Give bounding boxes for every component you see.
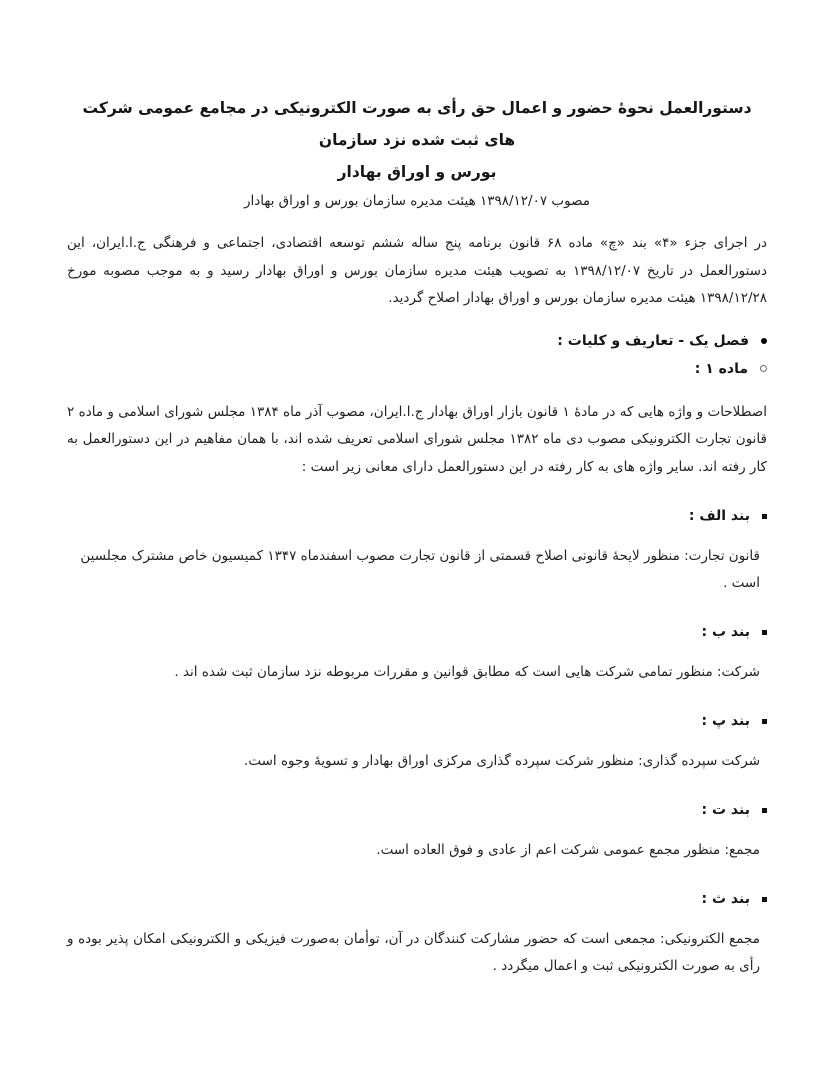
bullet-square-icon	[762, 719, 767, 724]
clause-te-label: بند ت :	[701, 802, 750, 818]
clause-alef-label: بند الف :	[688, 508, 750, 524]
page-title	[67, 92, 767, 188]
bullet-circle-icon	[760, 365, 767, 372]
clause-be-heading	[67, 619, 767, 645]
clause-alef-body: قانون تجارت: منظور لایحهٔ قانونی اصلاح قسمتی از قانون تجارت مصوب اسفندماه ۱۳۴۷ کمیسیون خاص مشترک مجلسین است .	[80, 548, 760, 591]
clause-se-heading	[67, 886, 767, 912]
approval-line: مصوب ۱۳۹۸/۱۲/۰۷ هیئت مدیره سازمان بورس و اوراق بهادار	[243, 193, 591, 209]
clause-se-body: مجمع الکترونیکی: مجمعی است که حضور مشارکت کنندگان در آن، توأمان به‌صورت فیزیکی و الکترونیکی امکان پذیر بوده و رأی به صورت الکترونیکی ثبت و اعمال میگردد .	[67, 931, 760, 974]
clause-be-body: شرکت: منظور تمامی شرکت هایی است که مطابق قوانین و مقررات مربوطه نزد سازمان ثبت شده اند .	[174, 664, 760, 680]
bullet-square-icon	[762, 630, 767, 635]
article-1-heading-label: ماده ۱ :	[694, 360, 748, 377]
clause-pe	[67, 708, 767, 775]
bullet-disc-icon	[761, 338, 767, 344]
intro-paragraph: در اجرای جزء «۴» بند «چ» ماده ۶۸ قانون برنامه پنج ساله ششم توسعه اقتصادی، اجتماعی و فرهنگی ج.ا.ایران، این دستورالعمل در تاریخ ۱۳۹۸/۱۲/۰۷ به تصویب هیئت مدیره سازمان بورس و اوراق بهادار رسید و به موجب مصوبه مورخ ۱۳۹۸/۱۲/۲۸ هیئت مدیره سازمان بورس و اوراق بهادار اصلاح گردید.	[67, 235, 768, 306]
article-1-heading	[67, 355, 767, 383]
page-title-line-1: دستورالعمل نحوهٔ حضور و اعمال حق رأی به صورت الکترونیکی در مجامع عمومی شرکت های ثبت شده نزد سازمان	[82, 99, 752, 149]
clause-se-label: بند ث :	[701, 891, 750, 907]
clause-be	[67, 619, 767, 686]
clause-pe-label: بند پ :	[701, 713, 750, 729]
clause-te-body: مجمع: منظور مجمع عمومی شرکت اعم از عادی و فوق العاده است.	[376, 842, 760, 858]
clause-alef	[67, 503, 767, 597]
clause-alef-heading	[67, 503, 767, 529]
article-1-body: اصطلاحات و واژه هایی که در مادهٔ ۱ قانون بازار اوراق بهادار ج.ا.ایران، مصوب آذر ماه ۱۳۸۴ مجلس شورای اسلامی و ماده ۲ قانون تجارت الکترونیکی مصوب دی ماه ۱۳۸۲ مجلس شورای اسلامی تعریف شده اند، با همان مفاهیم در این دستورالعمل به کار رفته اند. سایر واژه های به کار رفته در این دستورالعمل دارای معانی زیر است :	[67, 403, 767, 475]
bullet-square-icon	[762, 514, 767, 519]
page-title-line-2: بورس و اوراق بهادار	[337, 163, 497, 181]
chapter-heading-label: فصل یک - تعاریف و کلیات :	[557, 332, 749, 349]
clause-be-label: بند ب :	[701, 624, 750, 640]
clause-te	[67, 797, 767, 864]
bullet-square-icon	[762, 897, 767, 902]
clause-se	[67, 886, 767, 980]
chapter-heading	[67, 327, 767, 355]
clause-pe-heading	[67, 708, 767, 734]
clause-te-heading	[67, 797, 767, 823]
bullet-square-icon	[762, 808, 767, 813]
clause-pe-body: شرکت سپرده گذاری: منظور شرکت سپرده گذاری مرکزی اوراق بهادار و تسویهٔ وجوه است.	[244, 753, 760, 769]
